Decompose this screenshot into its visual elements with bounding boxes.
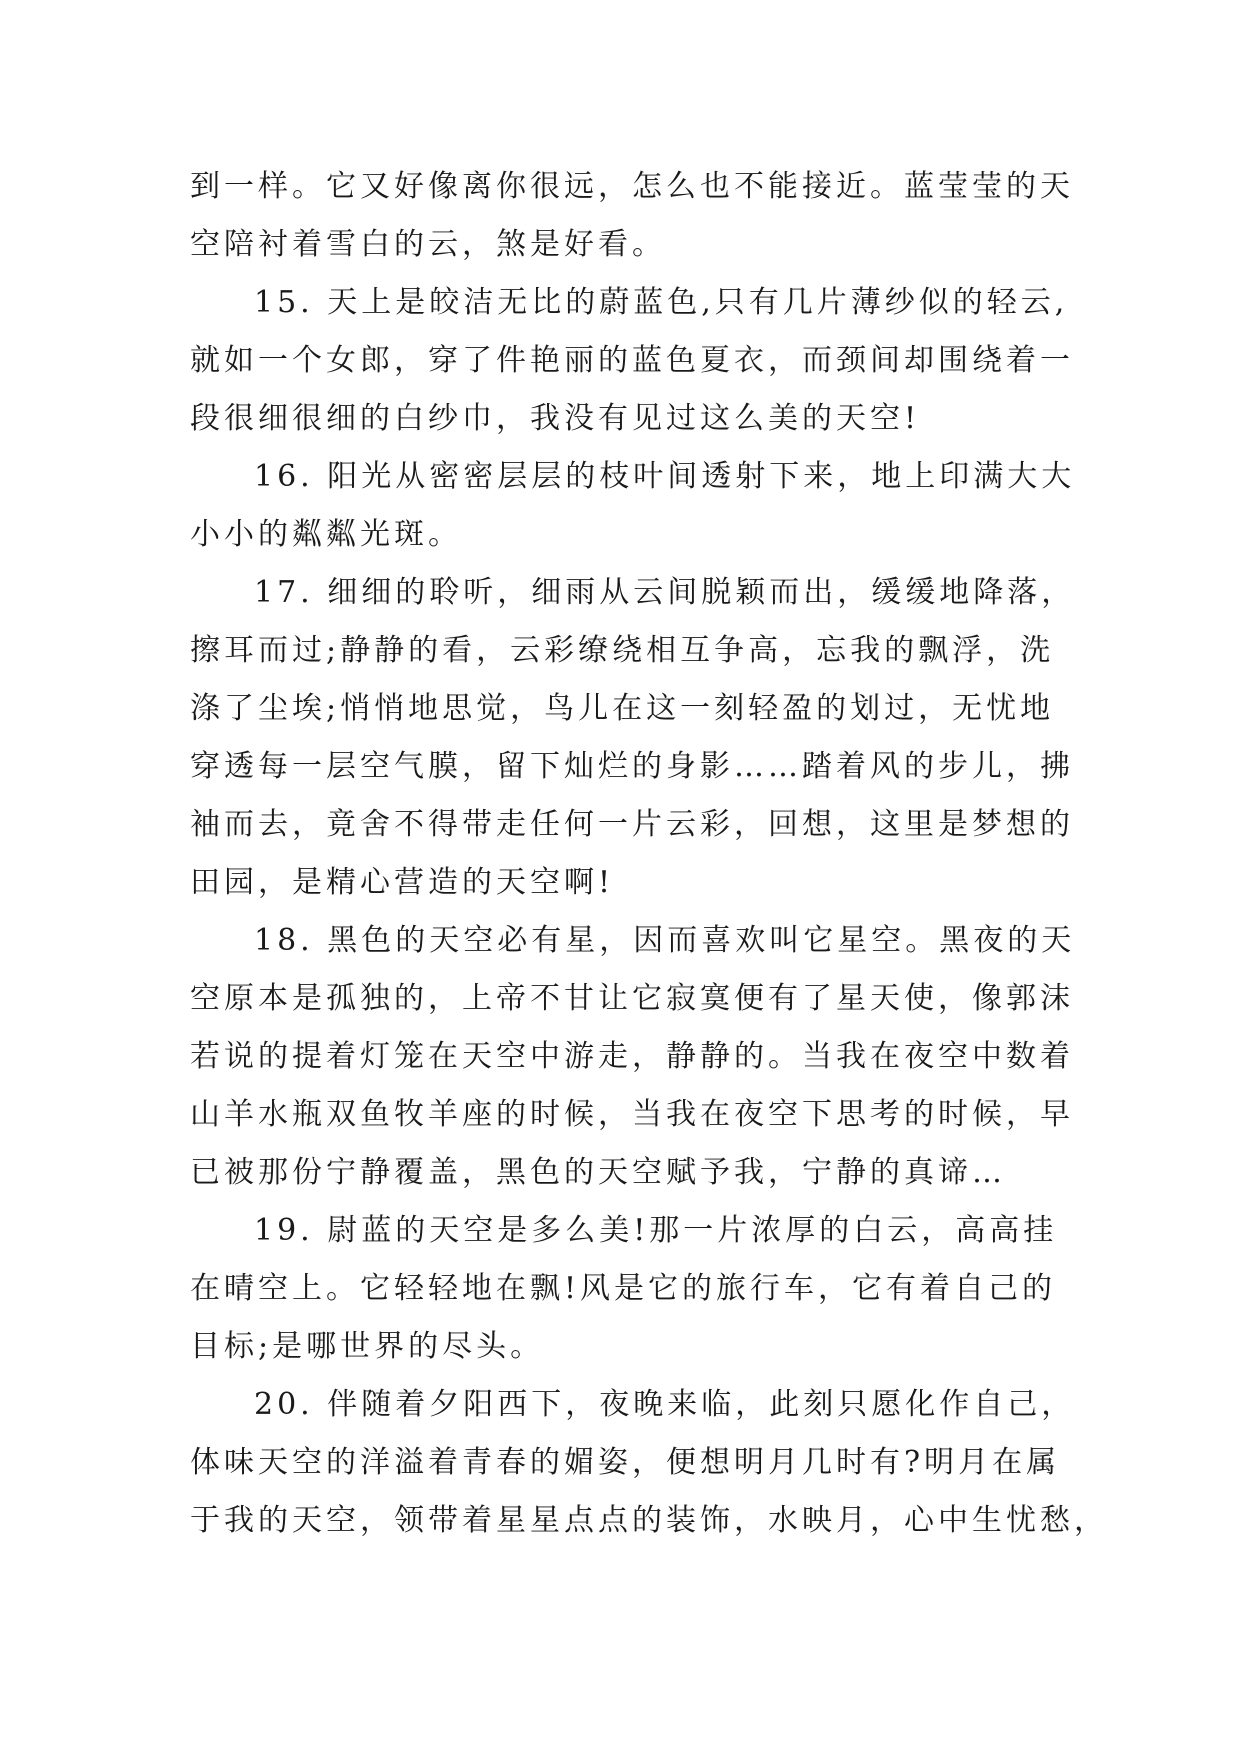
- text-line: 已被那份宁静覆盖，黑色的天空赋予我，宁静的真谛…: [190, 1155, 1006, 1190]
- text-line: 空陪衬着雪白的云，煞是好看。: [190, 227, 666, 262]
- text-line: 于我的天空，领带着星星点点的装饰，水映月，心中生忧愁，: [190, 1503, 1108, 1538]
- text-line: 就如一个女郎，穿了件艳丽的蓝色夏衣，而颈间却围绕着一: [190, 343, 1074, 378]
- text-line: 体味天空的洋溢着青春的媚姿，便想明月几时有?明月在属: [190, 1445, 1061, 1480]
- paragraph-15-start: 15. 天上是皎洁无比的蔚蓝色,只有几片薄纱似的轻云,: [254, 285, 1069, 320]
- text-line: 穿透每一层空气膜，留下灿烂的身影……踏着风的步儿，拂: [190, 749, 1074, 784]
- text-line: 田园，是精心营造的天空啊!: [190, 865, 615, 900]
- paragraph-16-start: 16. 阳光从密密层层的枝叶间透射下来，地上印满大大: [254, 459, 1076, 494]
- paragraph-18-start: 18. 黑色的天空必有星，因而喜欢叫它星空。黑夜的天: [254, 923, 1076, 958]
- paragraph-19-start: 19. 尉蓝的天空是多么美!那一片浓厚的白云，高高挂: [254, 1213, 1058, 1248]
- text-line: 目标;是哪世界的尽头。: [190, 1329, 545, 1364]
- text-line: 擦耳而过;静静的看，云彩缭绕相互争高，忘我的飘浮，洗: [190, 633, 1055, 668]
- text-line: 山羊水瓶双鱼牧羊座的时候，当我在夜空下思考的时候，早: [190, 1097, 1074, 1132]
- text-line: 小小的粼粼光斑。: [190, 517, 462, 552]
- paragraph-20-start: 20. 伴随着夕阳西下，夜晚来临，此刻只愿化作自己，: [254, 1387, 1076, 1422]
- document-body: [190, 158, 1108, 1550]
- text-line: 若说的提着灯笼在天空中游走，静静的。当我在夜空中数着: [190, 1039, 1074, 1074]
- text-line: 到一样。它又好像离你很远，怎么也不能接近。蓝莹莹的天: [190, 169, 1074, 204]
- paragraph-17-start: 17. 细细的聆听，细雨从云间脱颖而出，缓缓地降落，: [254, 575, 1076, 610]
- text-line: 段很细很细的白纱巾，我没有见过这么美的天空!: [190, 401, 921, 436]
- text-line: 在晴空上。它轻轻地在飘!风是它的旅行车，它有着自己的: [190, 1271, 1057, 1306]
- text-line: 袖而去，竟舍不得带走任何一片云彩，回想，这里是梦想的: [190, 807, 1074, 842]
- text-line: 涤了尘埃;悄悄地思觉，鸟儿在这一刻轻盈的划过，无忧地: [190, 691, 1055, 726]
- text-line: 空原本是孤独的，上帝不甘让它寂寞便有了星天使，像郭沫: [190, 981, 1074, 1016]
